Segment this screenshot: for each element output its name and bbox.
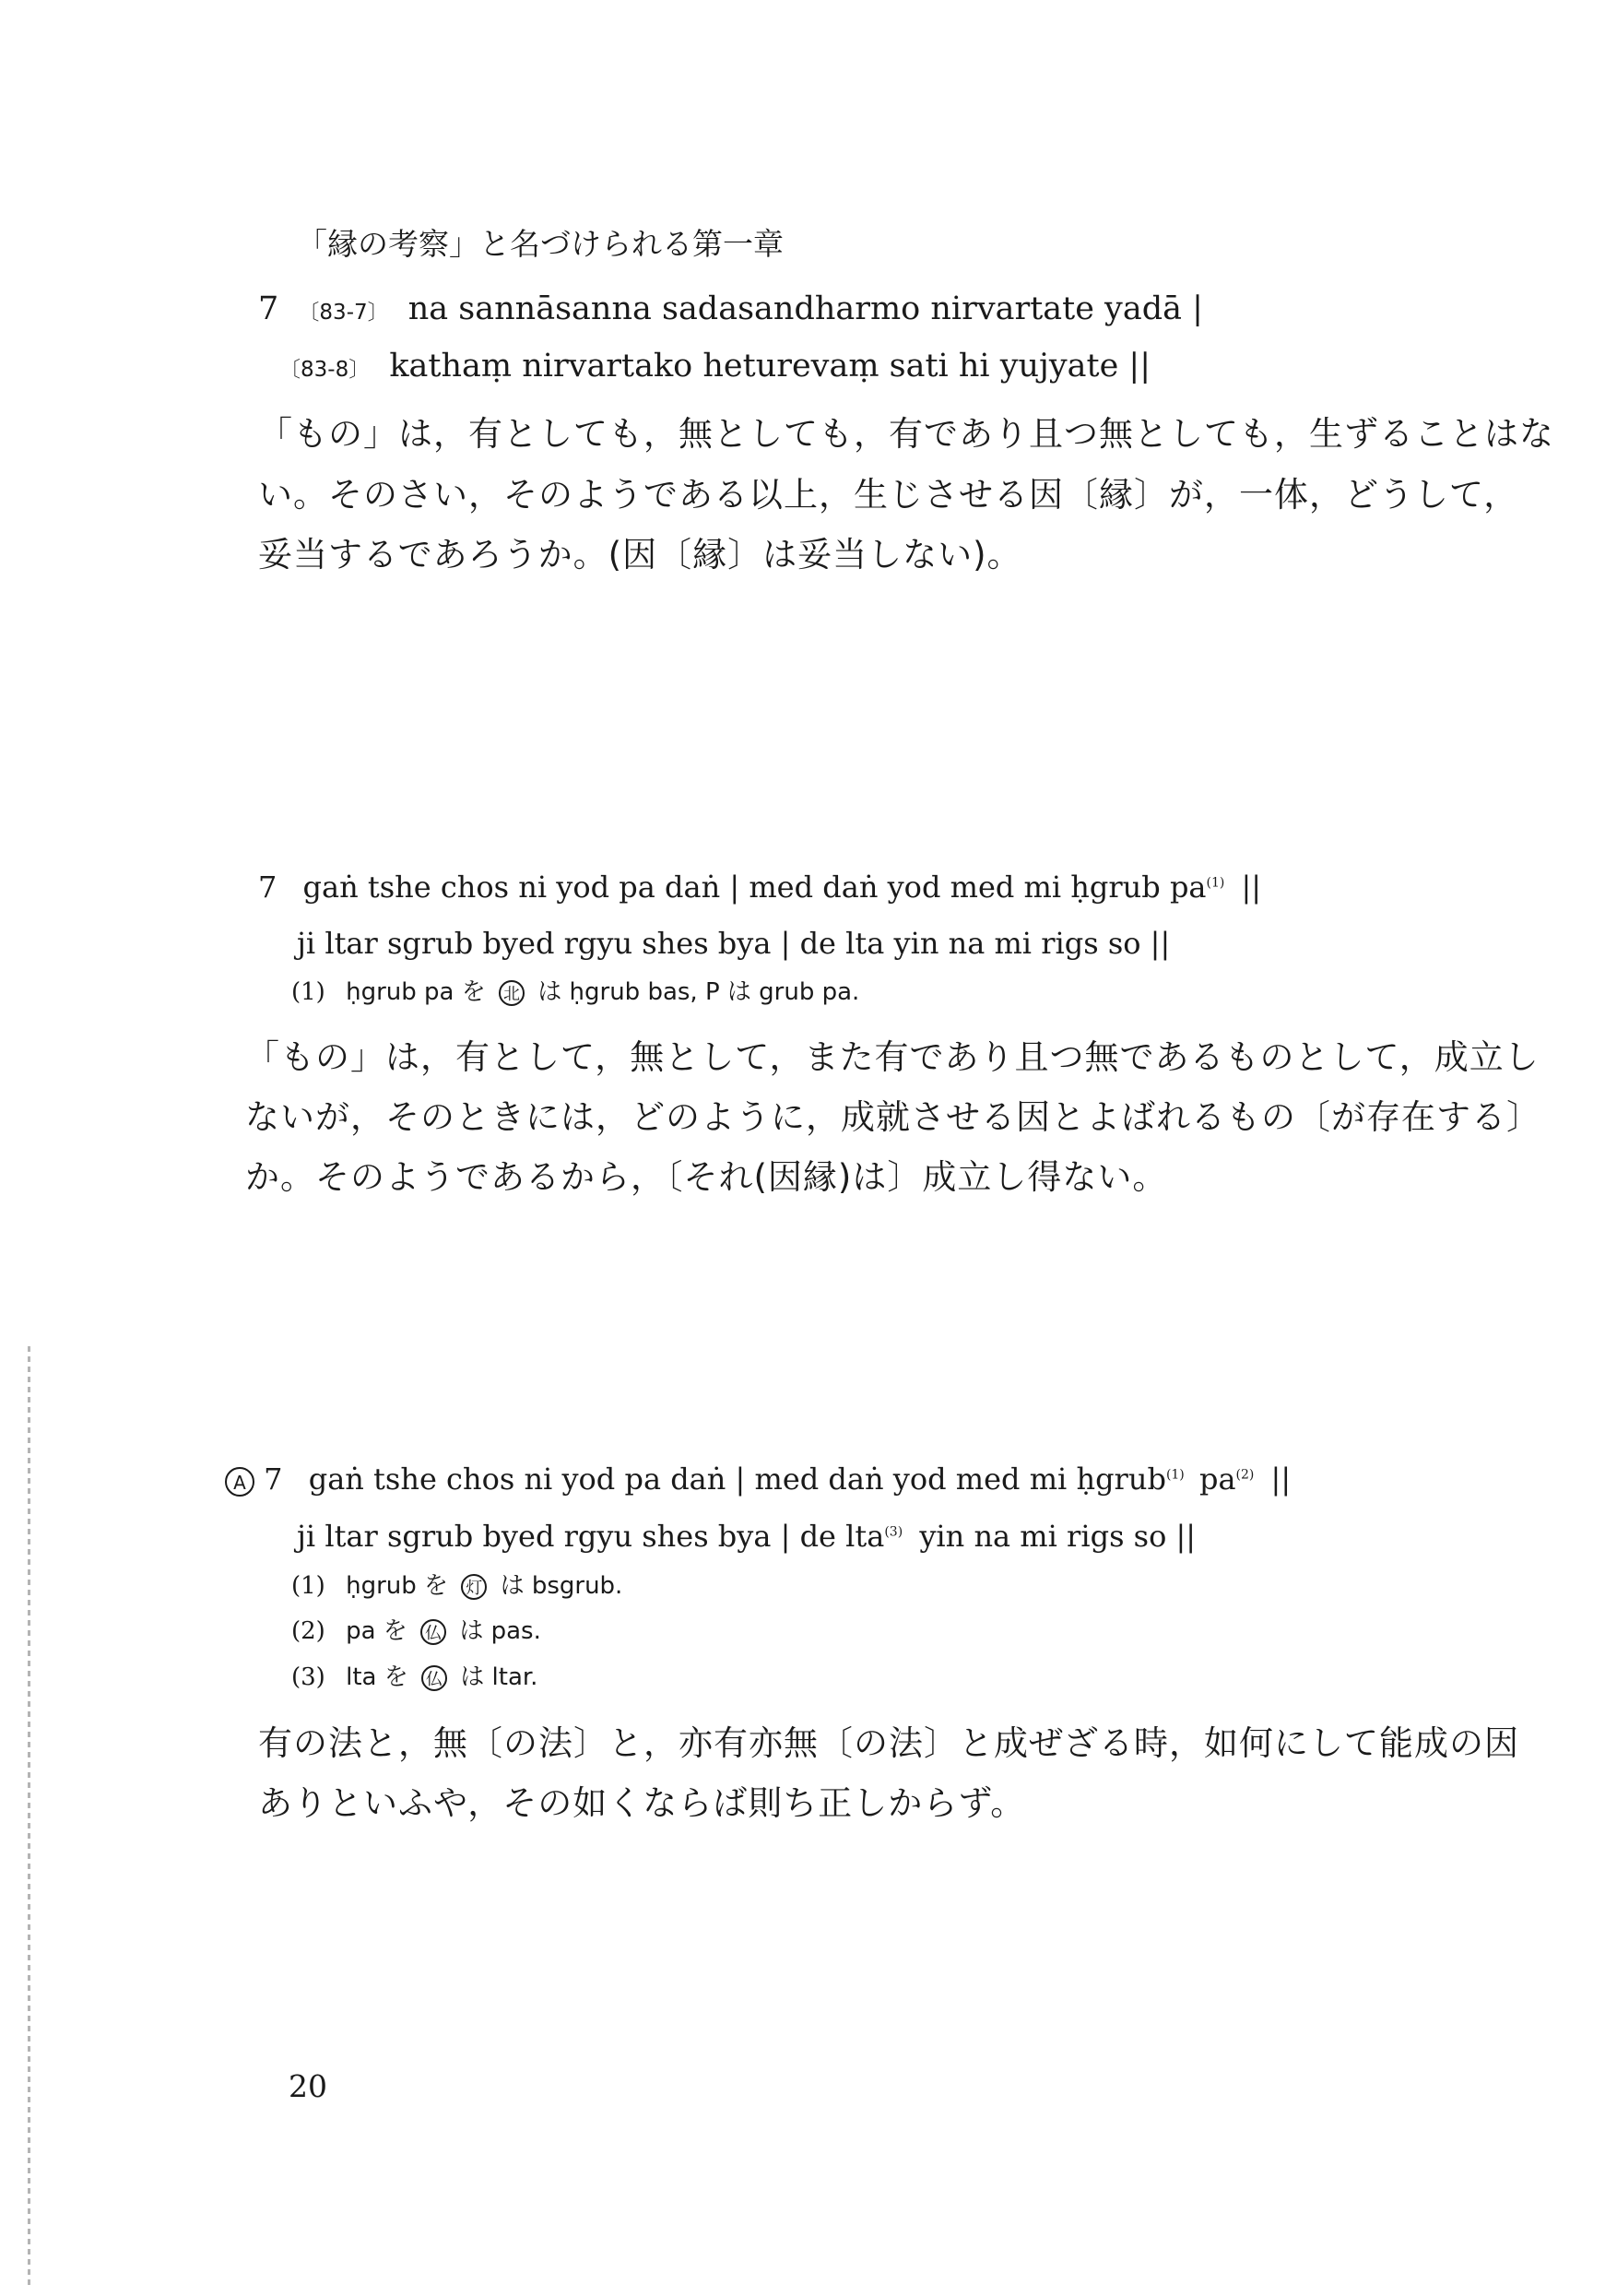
- note-number: (2): [291, 1617, 325, 1645]
- chapter-header: 「縁の考察」と名づけられる第一章: [297, 226, 784, 262]
- sanskrit-text: na sannāsanna sadasandharmo nirvartate yadā |: [407, 290, 1203, 327]
- verse-ref: 〔83-8〕: [279, 358, 371, 382]
- tibetan-1-line-2: ji ltar sgrub byed rgyu shes bya | de lta yin na mi rigs so ||: [297, 926, 1171, 961]
- note-text: は ltar.: [460, 1663, 538, 1691]
- note-text: は ḥgrub bas, P は grub pa.: [537, 978, 860, 1006]
- tibetan-text: pa: [1198, 1462, 1236, 1497]
- footnote-ref: (3): [884, 1524, 903, 1540]
- verse-number: 7: [264, 1462, 283, 1497]
- edition-mark-icon: 仏: [421, 1665, 447, 1691]
- translation-2-line-1: 「もの」は，有として，無として，また有であり且つ無であるものとして，成立し: [245, 1037, 1540, 1077]
- note-text: lta を: [346, 1663, 408, 1691]
- verse-end-mark: ||: [1270, 1462, 1292, 1497]
- tibetan-text: gaṅ tshe chos ni yod pa daṅ | med daṅ yod med mi ḥgrub: [308, 1462, 1166, 1497]
- note-text: pa を: [346, 1617, 407, 1645]
- sanskrit-line-2: [279, 350, 1151, 383]
- sanskrit-line-1: [258, 290, 1203, 327]
- page-number: 20: [289, 2068, 327, 2104]
- tibetan-1-note-1: [291, 980, 859, 1006]
- note-text: ḥgrub を: [346, 1572, 449, 1600]
- edition-mark-icon: 仏: [420, 1619, 446, 1645]
- tibetan-2-line-2: [297, 1519, 1197, 1554]
- translation-2-line-2: ないが，そのときには，どのように，成就させる因とよばれるもの〔が存在する〕: [245, 1097, 1541, 1137]
- translation-3-line-1: 有の法と，無〔の法〕と，亦有亦無〔の法〕と成ぜざる時，如何にして能成の因: [258, 1723, 1519, 1763]
- tibetan-text: ji ltar sgrub byed rgyu shes bya | de lta: [297, 1519, 885, 1554]
- verse-number: 7: [258, 870, 277, 905]
- tibetan-2-note-3: [291, 1665, 537, 1691]
- sanskrit-text: kathaṃ nirvartako heturevaṃ sati hi yujyate ||: [389, 348, 1151, 385]
- note-number: (1): [291, 1572, 325, 1600]
- translation-1-line-1: 「もの」は，有としても，無としても，有であり且つ無としても，生ずることはな: [258, 414, 1554, 454]
- tibetan-2-note-1: [291, 1574, 622, 1600]
- footnote-ref: (1): [1206, 875, 1225, 891]
- verse-number: 7: [258, 290, 279, 327]
- note-text: は pas.: [459, 1617, 541, 1645]
- tibetan-1-line-1: [258, 870, 1262, 905]
- verse-end-mark: ||: [1241, 870, 1262, 905]
- tibetan-text: yin na mi rigs so ||: [919, 1519, 1197, 1554]
- note-number: (3): [291, 1663, 325, 1691]
- edition-mark-icon: A: [225, 1467, 254, 1497]
- edition-mark-icon: 北: [499, 980, 525, 1006]
- tibetan-2-line-1: [225, 1464, 1291, 1497]
- tibetan-text: gaṅ tshe chos ni yod pa daṅ | med daṅ yod med mi ḥgrub pa: [302, 870, 1207, 905]
- footnote-ref: (1): [1165, 1467, 1185, 1483]
- footnote-ref: (2): [1235, 1467, 1255, 1483]
- translation-2-line-3: か。そのようであるから，〔それ(因縁)は〕成立し得ない。: [245, 1157, 1168, 1197]
- verse-ref: 〔83-7〕: [298, 301, 389, 325]
- scan-edge-artifact: [28, 1346, 30, 2287]
- note-text: ḥgrub pa を: [346, 978, 486, 1006]
- tibetan-2-note-2: [291, 1619, 541, 1645]
- note-number: (1): [291, 978, 325, 1006]
- translation-3-line-2: ありといふや，その如くならば則ち正しからず。: [258, 1783, 1026, 1823]
- note-text: は bsgrub.: [500, 1572, 623, 1600]
- translation-1-line-2: い。そのさい，そのようである以上，生じさせる因〔縁〕が，一体，どうして，: [258, 475, 1519, 515]
- translation-1-line-3: 妥当するであろうか。(因〔縁〕は妥当しない)。: [258, 535, 1022, 574]
- edition-mark-icon: 灯: [461, 1574, 487, 1600]
